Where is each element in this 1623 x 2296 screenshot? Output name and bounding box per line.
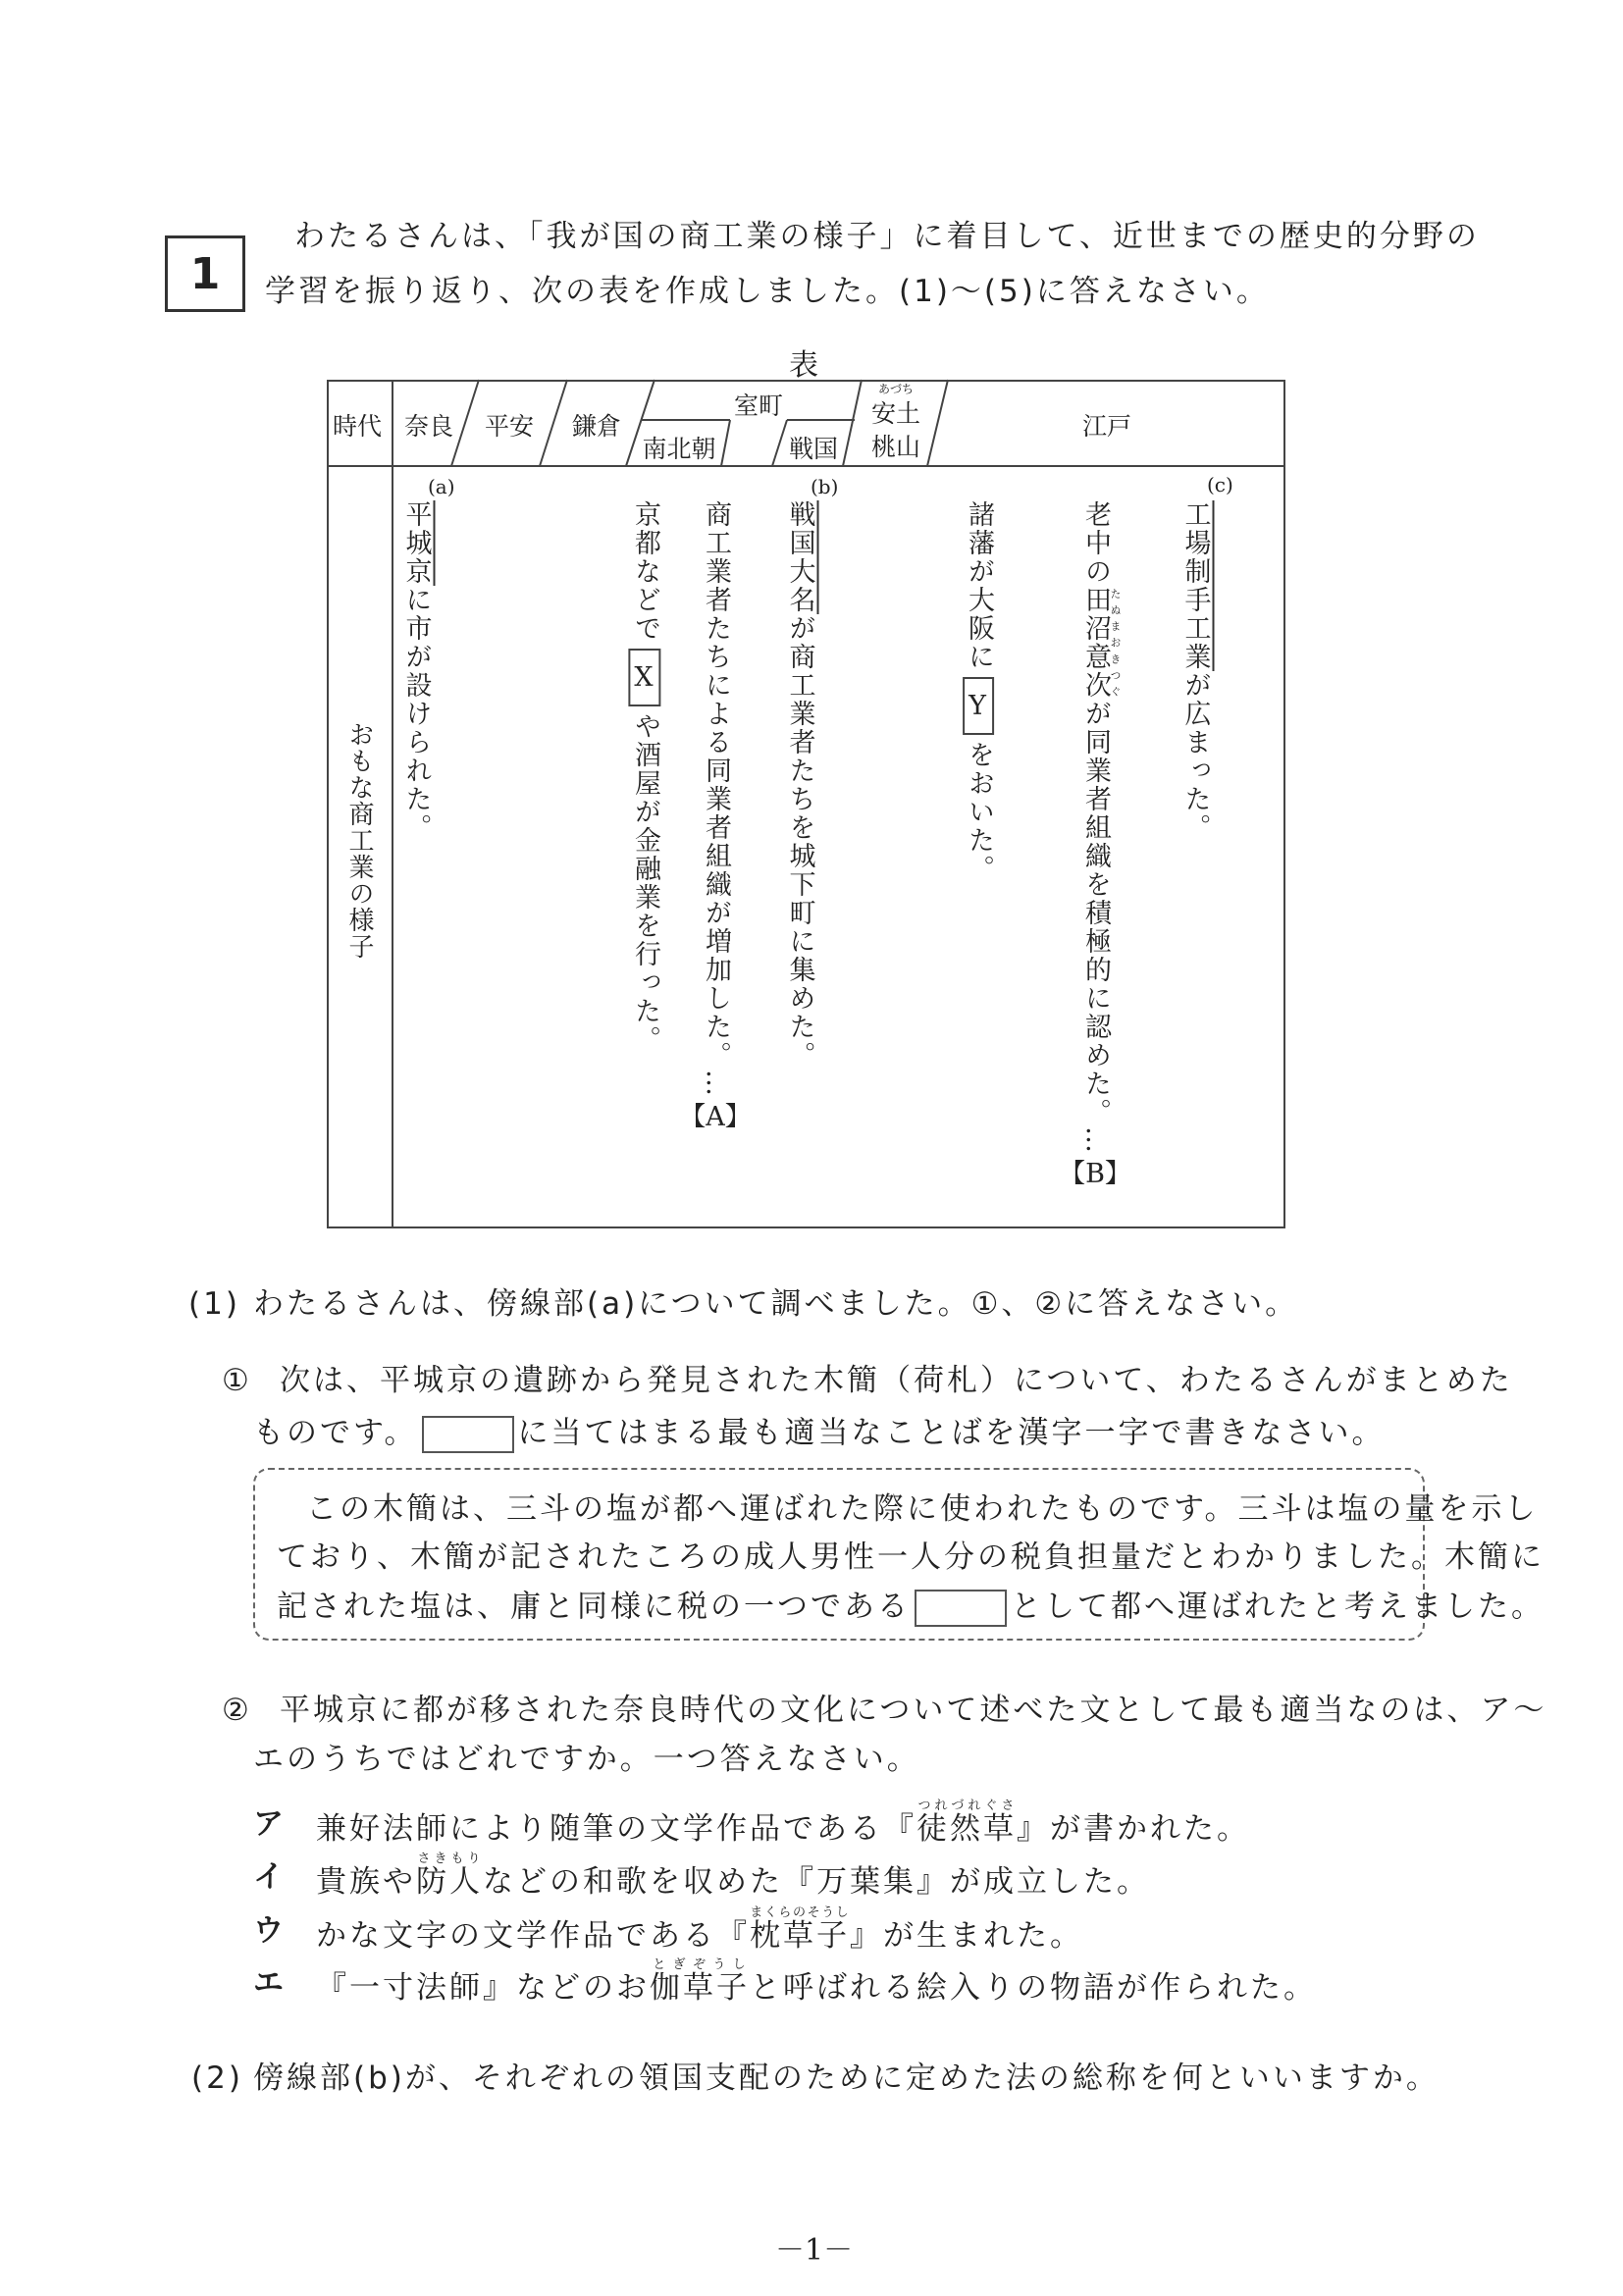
q1-1-line1: 次は、平城京の遺跡から発見された木簡（荷札）について、わたるさんがまとめた (280, 1363, 1513, 1398)
intro-line-1: わたるさんは、「我が国の商工業の様子」に着目して、近世までの歴史的分野の (294, 219, 1480, 254)
column-text: が広まった。 (1179, 671, 1211, 842)
intro-line-2: 学習を振り返り、次の表を作成しました。(1)～(5)に答えなさい。 (265, 274, 1270, 309)
option-u-label: ウ (253, 1913, 284, 1949)
column-edo-manufacture (1179, 500, 1211, 842)
header-nanbokucho: 南北朝 (642, 435, 716, 463)
column-text: をおいた。 (963, 741, 994, 883)
column-hanz (963, 500, 994, 883)
q1-1-line2 (253, 1416, 1386, 1453)
q2-label: (2) (191, 2061, 243, 2096)
header-heian: 平安 (484, 412, 535, 441)
column-text: 諸藩が大阪に (963, 500, 994, 671)
ellipsis: … (701, 1070, 731, 1098)
q1-2-line1: 平城京に都が移された奈良時代の文化について述べた文として最も適当なのは、ア～ (280, 1693, 1547, 1728)
summary-line-3 (277, 1590, 1544, 1627)
text: ものです。 (253, 1415, 418, 1451)
column-guilds (679, 500, 752, 1130)
column-sengoku (784, 500, 815, 1070)
option-e-label: エ (253, 1965, 284, 2001)
column-text: が商工業者たちを城下町に集めた。 (784, 614, 815, 1070)
text: として都へ運ばれたと考えました。 (1011, 1589, 1544, 1625)
header-azuchi: 安土 (870, 399, 921, 428)
column-kyoto (628, 500, 660, 1054)
q1-2-label: ② (222, 1693, 252, 1728)
header-momoyama: 桃山 (870, 433, 921, 461)
q1-1-label: ① (222, 1363, 252, 1398)
table-title: 表 (789, 348, 818, 383)
tag-b: 【B】 (1059, 1159, 1131, 1189)
header-azuchi-ruby: あづち (877, 382, 915, 396)
header-edo: 江戸 (1081, 412, 1132, 441)
page-number: －1－ (775, 2233, 854, 2268)
blank-y: Y (963, 677, 994, 735)
tanuma-okitsugu: 田沼意次たぬまおきつぐ (1080, 586, 1122, 700)
q2-text: 傍線部(b)が、それぞれの領国支配のために定めた法の総称を何といいますか。 (253, 2061, 1440, 2096)
column-text: や酒屋が金融業を行った。 (629, 712, 660, 1054)
column-text: 老中の (1080, 500, 1111, 586)
header-sengoku: 戦国 (788, 435, 839, 463)
option-i: 貴族や防人さきもりなどの和歌を収めた『万葉集』が成立した。 (316, 1852, 1150, 1900)
column-text: に市が設けられた。 (400, 586, 432, 842)
ellipsis: … (1080, 1126, 1111, 1155)
q1-text: わたるさんは、傍線部(a)について調べました。①、②に答えなさい。 (253, 1286, 1299, 1322)
option-e: 『一寸法師』などのお伽草子とぎぞうしと呼ばれる絵入りの物語が作られた。 (316, 1957, 1317, 2006)
mark-c: (c) (1207, 473, 1233, 496)
text: 記された塩は、庸と同様に税の一つである (277, 1589, 911, 1625)
underlined-manufacture: 工場制手工業 (1180, 500, 1215, 671)
underlined-heijokyo: 平城京 (401, 500, 436, 586)
question-number-box: 1 (165, 235, 245, 312)
column-text: が同業者組織を積極的に認めた。 (1080, 700, 1111, 1126)
option-a-label: ア (253, 1806, 284, 1842)
header-era-label: 時代 (332, 412, 383, 441)
option-u: かな文字の文学作品である『枕草子まくらのそうし』が生まれた。 (316, 1905, 1083, 1954)
q1-2-line2: エのうちではどれですか。一つ答えなさい。 (253, 1742, 920, 1777)
option-a: 兼好法師により随筆の文学作品である『徒然草つれづれぐさ』が書かれた。 (316, 1799, 1250, 1847)
column-text: 京都などで (629, 500, 660, 643)
row-label: おもな商工業の様子 (344, 721, 374, 960)
blank-x: X (628, 649, 660, 706)
mark-b: (b) (811, 475, 839, 498)
underlined-sengoku-daimyo: 戦国大名 (785, 500, 819, 614)
column-roju (1059, 500, 1131, 1187)
header-kamakura: 鎌倉 (571, 412, 622, 441)
option-i-label: イ (253, 1859, 284, 1895)
answer-blank (422, 1416, 514, 1453)
tag-a: 【A】 (679, 1102, 752, 1132)
summary-line-2: ており、木簡が記されたころの成人男性一人分の税負担量だとわかりました。木簡に (277, 1539, 1544, 1575)
header-nara: 奈良 (403, 412, 454, 441)
header-muromachi: 室町 (733, 391, 784, 420)
column-nara (400, 500, 432, 842)
answer-blank (915, 1590, 1007, 1627)
mark-a: (a) (428, 475, 455, 498)
text: に当てはまる最も適当なことばを漢字一字で書きなさい。 (517, 1415, 1386, 1451)
column-text: 商工業者たちによる同業者組織が増加した。 (701, 500, 731, 1070)
summary-line-1: この木簡は、三斗の塩が都へ運ばれた際に使われたものです。三斗は塩の量を示し (306, 1491, 1539, 1527)
q1-label: (1) (188, 1286, 240, 1322)
